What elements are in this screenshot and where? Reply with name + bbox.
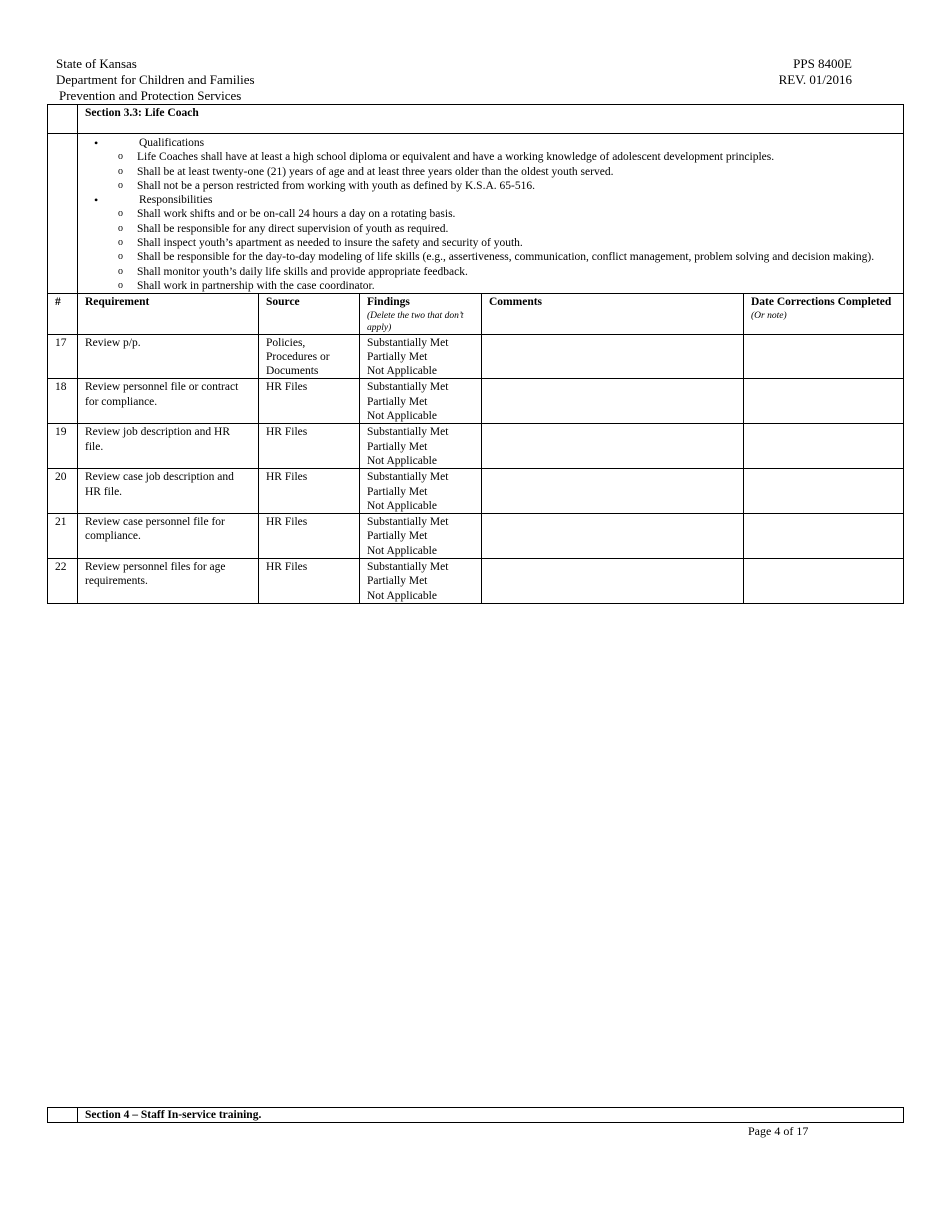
qualification-item: o Shall be at least twenty-one (21) years of age and at least three years older than the oldest youth served.: [85, 165, 896, 179]
row-comments: [482, 424, 744, 469]
header-findings-note: (Delete the two that don’t apply): [367, 310, 464, 333]
row-comments: [482, 379, 744, 424]
finding-option: Not Applicable: [367, 544, 437, 557]
finding-option: Substantially Met: [367, 516, 449, 529]
row-findings: [360, 559, 482, 604]
finding-option: Substantially Met: [367, 426, 449, 439]
row-source: HR Files: [259, 424, 360, 469]
row-date-corrections: [744, 469, 904, 514]
header-comments: Comments: [482, 294, 744, 334]
footer-section-title: Section 4 – Staff In-service training.: [78, 1108, 904, 1123]
row-comments: [482, 514, 744, 559]
footer-num-cell: [48, 1108, 78, 1123]
row-source: HR Files: [259, 469, 360, 514]
row-findings: [360, 424, 482, 469]
row-num: 22: [48, 559, 78, 604]
row-findings: [360, 379, 482, 424]
finding-option: Partially Met: [367, 575, 428, 588]
row-source: HR Files: [259, 559, 360, 604]
row-comments: [482, 469, 744, 514]
row-date-corrections: [744, 424, 904, 469]
table-body: [48, 334, 904, 603]
row-source: Policies, Procedures or Documents: [259, 334, 360, 379]
header-state: State of Kansas: [56, 56, 137, 71]
bullets-num-cell: [48, 134, 78, 294]
footer-table: [47, 1107, 904, 1123]
row-requirement: Review job description and HR file.: [78, 424, 259, 469]
header-requirement: Requirement: [78, 294, 259, 334]
table-row: [48, 334, 904, 379]
row-comments: [482, 559, 744, 604]
responsibility-item: o Shall be responsible for the day-to-day modeling of life skills (e.g., assertiveness, communication, conflict management, problem solving and decision making).: [85, 250, 896, 264]
row-date-corrections: [744, 559, 904, 604]
header-date-note: (Or note): [751, 310, 787, 321]
group-responsibilities-label: • Responsibilities: [85, 193, 896, 207]
row-date-corrections: [744, 334, 904, 379]
header-date-label: Date Corrections Completed: [751, 296, 892, 309]
row-requirement: Review case job description and HR file.: [78, 469, 259, 514]
responsibility-item: o Shall monitor youth’s daily life skills and provide appropriate feedback.: [85, 265, 896, 279]
section-bullets: [78, 134, 904, 294]
table-row: [48, 514, 904, 559]
finding-option: Substantially Met: [367, 471, 449, 484]
review-table: [47, 104, 904, 604]
header-date: [744, 294, 904, 334]
row-num: 20: [48, 469, 78, 514]
row-findings: [360, 334, 482, 379]
qualification-item: o Life Coaches shall have at least a high school diploma or equivalent and have a working knowledge of adolescent development principles.: [85, 150, 896, 164]
finding-option: Not Applicable: [367, 365, 437, 378]
group-qualifications-label: • Qualifications: [85, 136, 896, 150]
table-row: [48, 469, 904, 514]
row-comments: [482, 334, 744, 379]
finding-option: Partially Met: [367, 530, 428, 543]
header-num: #: [48, 294, 78, 334]
section-num-cell: [48, 105, 78, 134]
row-requirement: Review case personnel file for compliance.: [78, 514, 259, 559]
row-requirement: Review p/p.: [78, 334, 259, 379]
finding-option: Substantially Met: [367, 336, 449, 349]
page-number: Page 4 of 17: [748, 1124, 809, 1138]
responsibility-item: o Shall work in partnership with the case coordinator.: [85, 279, 896, 293]
finding-option: Substantially Met: [367, 381, 449, 394]
row-num: 18: [48, 379, 78, 424]
row-source: HR Files: [259, 379, 360, 424]
finding-option: Substantially Met: [367, 561, 449, 574]
row-num: 21: [48, 514, 78, 559]
header-department: Department for Children and Families: [56, 72, 255, 87]
header-division: Prevention and Protection Services: [59, 88, 242, 103]
responsibility-item: o Shall be responsible for any direct supervision of youth as required.: [85, 222, 896, 236]
header-right: [779, 56, 852, 88]
header-findings: [360, 294, 482, 334]
table-row: [48, 559, 904, 604]
row-source: HR Files: [259, 514, 360, 559]
finding-option: Partially Met: [367, 485, 428, 498]
header-left: [56, 56, 255, 104]
finding-option: Not Applicable: [367, 589, 437, 602]
finding-option: Partially Met: [367, 395, 428, 408]
row-date-corrections: [744, 379, 904, 424]
responsibility-item: o Shall work shifts and or be on-call 24 hours a day on a rotating basis.: [85, 207, 896, 221]
table-row: [48, 424, 904, 469]
row-requirement: Review personnel file or contract for compliance.: [78, 379, 259, 424]
header-form-number: PPS 8400E: [793, 56, 852, 71]
row-num: 17: [48, 334, 78, 379]
row-num: 19: [48, 424, 78, 469]
finding-option: Not Applicable: [367, 454, 437, 467]
row-requirement: Review personnel files for age requirements.: [78, 559, 259, 604]
table-row: [48, 379, 904, 424]
responsibility-item: o Shall inspect youth’s apartment as needed to insure the safety and security of youth.: [85, 236, 896, 250]
header-revision: REV. 01/2016: [778, 72, 852, 87]
row-date-corrections: [744, 514, 904, 559]
finding-option: Not Applicable: [367, 499, 437, 512]
row-findings: [360, 469, 482, 514]
finding-option: Not Applicable: [367, 410, 437, 423]
qualification-item: o Shall not be a person restricted from working with youth as defined by K.S.A. 65-516.: [85, 179, 896, 193]
header-source: Source: [259, 294, 360, 334]
section-title: Section 3.3: Life Coach: [78, 105, 904, 134]
header-findings-label: Findings: [367, 296, 410, 309]
finding-option: Partially Met: [367, 440, 428, 453]
table-header-row: [48, 294, 904, 334]
finding-option: Partially Met: [367, 350, 428, 363]
row-findings: [360, 514, 482, 559]
